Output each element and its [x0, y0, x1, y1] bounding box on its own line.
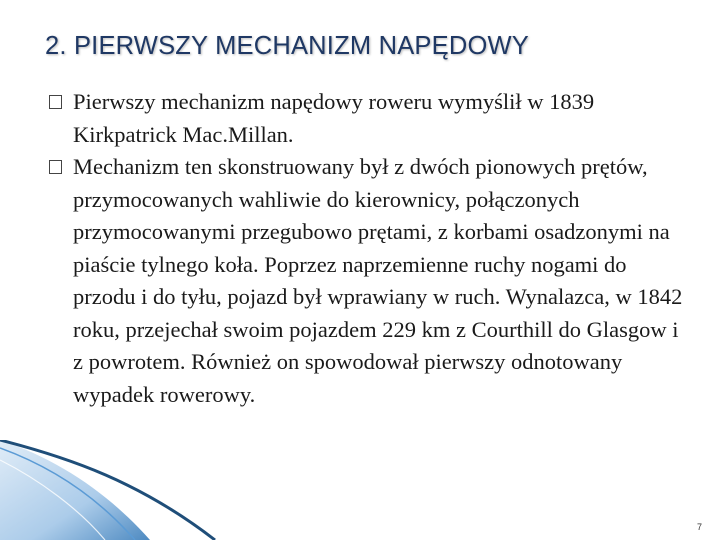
- bullet-item: [47, 86, 687, 151]
- corner-wave-decoration: [0, 440, 720, 540]
- bullet-text: Mechanizm ten skonstruowany był z dwóch pionowych prętów, przymocowanych wahliwie do kierownicy, połączonych przymocowanymi przegubowo prętami, z korbami osadzonymi na piaście tylnego koła. Poprzez naprzemienne ruchy nogami do przodu i do tyłu, pojazd był wprawiany w ruch. Wynalazca, w 1842 roku, przejechał swoim pojazdem 229 km z Courthill do Glasgow i z powrotem. Również on spowodował pierwszy odnotowany wypadek rowerowy.: [73, 154, 683, 407]
- bullet-text: Pierwszy mechanizm napędowy roweru wymyślił w 1839 Kirkpatrick Mac.Millan.: [73, 89, 595, 147]
- wave-shape-light: [0, 440, 150, 540]
- bullet-item: [47, 151, 687, 411]
- bullet-list: [47, 86, 687, 411]
- slide-title: 2. PIERWSZY MECHANIZM NAPĘDOWY: [45, 32, 529, 60]
- square-bullet-icon: [49, 160, 62, 174]
- page-number: 7: [696, 522, 702, 532]
- square-bullet-icon: [49, 95, 62, 109]
